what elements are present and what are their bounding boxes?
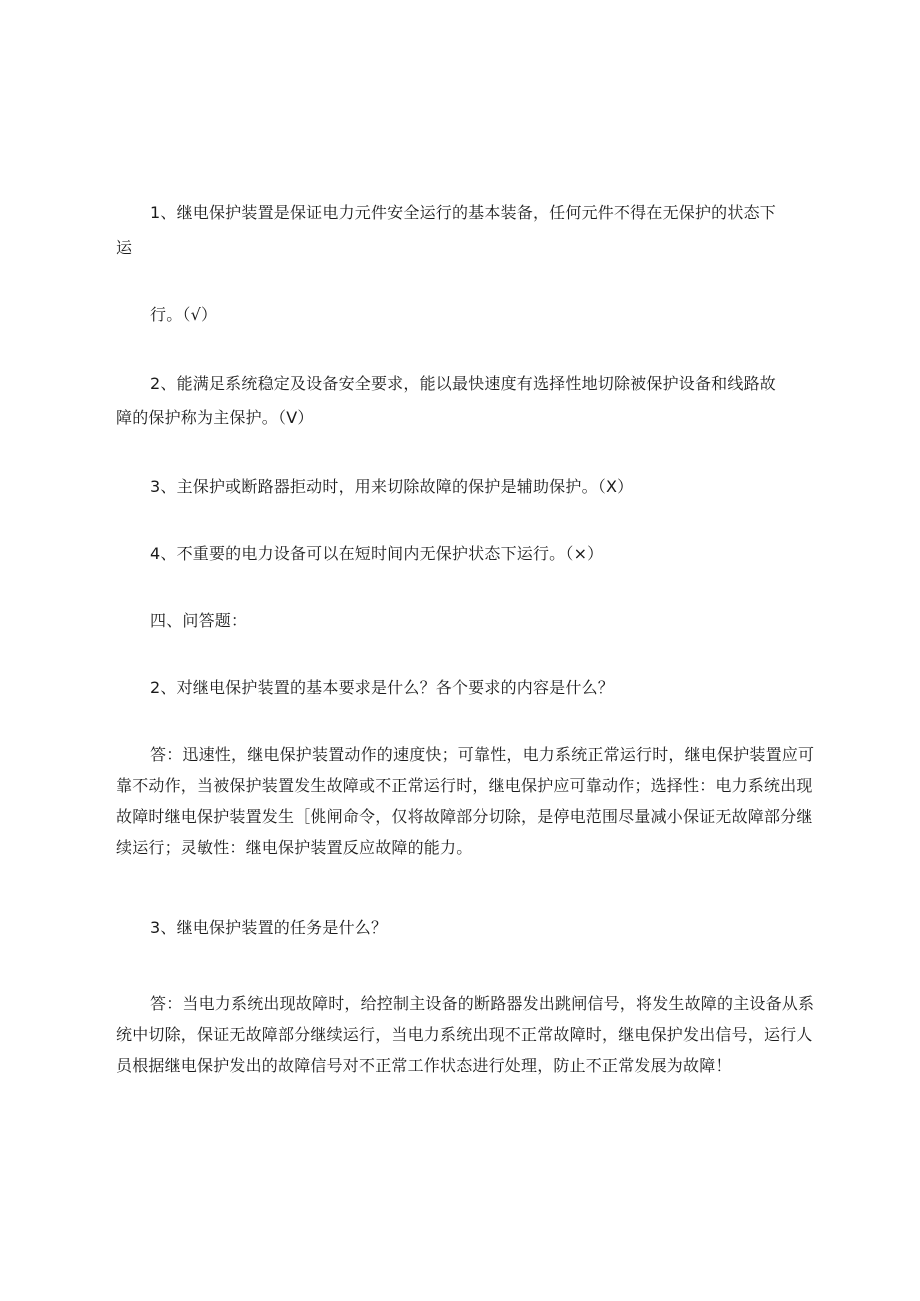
- tf-item-4: 4、不重要的电力设备可以在短时间内无保护状态下运行。（×）: [150, 544, 604, 563]
- question-2: 2、对继电保护装置的基本要求是什么？各个要求的内容是什么？: [150, 678, 614, 697]
- tf-item-2-line-2: 障的保护称为主保护。（V）: [116, 408, 314, 427]
- tf-item-1-line-3: 行。（√）: [150, 305, 218, 324]
- answer-2: 答：迅速性，继电保护装置动作的速度快；可靠性，电力系统正常运行时，继电保护装置应可靠不动作，当被保护装置发生故障或不正常运行时，继电保护应可靠动作；选择性：电力系统出现故障时继电保护装置发生［佻闸命令，仅将故障部分切除，是停电范围尽量减小保证无故障部分继续运行；灵敏性：继电保护装置反应故障的能力。: [116, 745, 815, 857]
- tf-item-2-line-1: 2、能满足系统稳定及设备安全要求，能以最快速度有选择性地切除被保护设备和线路故: [150, 374, 776, 393]
- question-3: 3、继电保护装置的任务是什么？: [150, 918, 388, 937]
- tf-item-3: 3、主保护或断路器拒动时，用来切除故障的保护是辅助保护。（X）: [150, 477, 634, 496]
- tf-item-1-line-1: 1、继电保护装置是保证电力元件安全运行的基本装备，任何元件不得在无保护的状态下: [150, 203, 776, 222]
- answer-3: 答：当电力系统出现故障时，给控制主设备的断路器发出跳闸信号，将发生故障的主设备从系统中切除，保证无故障部分继续运行，当电力系统出现不正常故障时，继电保护发出信号，运行人员根据继电保护发出的故障信号对不正常工作状态进行处理，防止不正常发展为故障！: [116, 994, 815, 1075]
- section-heading: 四、问答题：: [150, 611, 248, 630]
- tf-item-1-line-2: 运: [116, 238, 133, 257]
